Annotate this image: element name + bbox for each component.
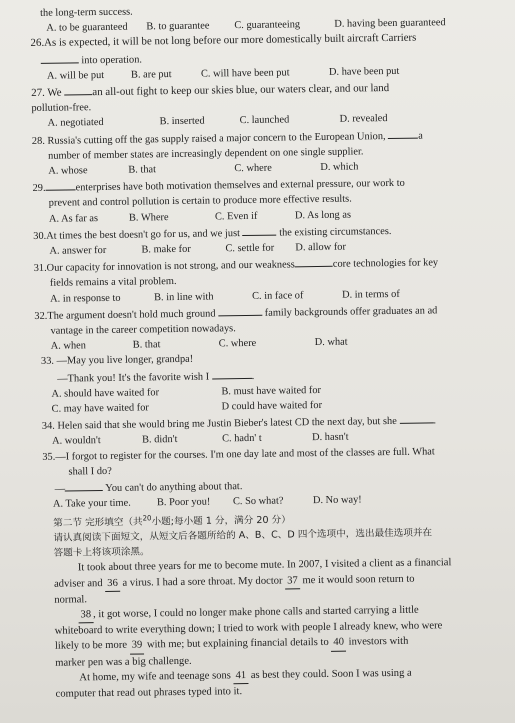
blank-37[interactable]: 37 <box>285 573 300 589</box>
passage-line: At home, my wife and teenage sons 41 as best they could. Soon I was using a <box>79 667 412 684</box>
blank-39[interactable]: 39 <box>130 638 145 654</box>
question-28-stem: 28. Russia's cutting off the gas supply raised a major concern to the European Union, a <box>32 125 502 149</box>
passage-line: It took about three years for me to become mute. In 2007, I visited a client as a financial <box>77 557 452 574</box>
question-31-stem-2: fields remains a vital problem. <box>49 276 177 290</box>
option-d[interactable]: D. allow for <box>295 241 346 254</box>
option-d[interactable]: D. in terms of <box>341 288 400 301</box>
blank-40[interactable]: 40 <box>331 635 346 651</box>
option-a[interactable]: A. answer for <box>49 245 107 257</box>
option-b[interactable]: B. are put <box>130 68 172 81</box>
option-c[interactable]: C. So what? <box>232 495 284 508</box>
blank-38[interactable]: 38 <box>78 607 93 623</box>
option-a[interactable]: A. to be guaranteed <box>46 21 128 34</box>
option-c[interactable]: C. in face of <box>251 289 304 302</box>
question-31-stem: 31.Our capacity for innovation is not strong, and our weakness core technologies for key <box>34 253 504 277</box>
question-32-stem-2: vantage in the career competition nowadays. <box>50 323 236 337</box>
option-b[interactable]: B. inserted <box>159 115 205 128</box>
option-c[interactable]: C. Even if <box>214 210 258 223</box>
option-a[interactable]: A. whose <box>48 165 88 177</box>
option-c[interactable]: C. guaranteeing <box>234 19 301 32</box>
section-title: 第二节 完形填空（共$^{20}$小题;每小题 1 分，满分 20 分） <box>53 513 291 529</box>
option-c[interactable]: C. launched <box>239 114 290 127</box>
question-35-stem: 35.—I forgot to register for the courses. I'm one day late and most of the classes are full. What <box>42 446 435 463</box>
option-d[interactable]: D. No way! <box>312 494 362 507</box>
option-b[interactable]: B. to guarantee <box>146 20 210 33</box>
blank-41[interactable]: 41 <box>233 668 248 684</box>
option-b[interactable]: B. that <box>128 164 157 176</box>
option-d[interactable]: D could have waited for <box>221 400 323 413</box>
option-c[interactable]: C. hadn' t <box>221 433 262 445</box>
passage-line: likely to be more 39 with me; but explaining financial details to 40 investors with <box>39 633 509 656</box>
option-b[interactable]: B. make for <box>141 243 191 256</box>
option-c[interactable]: C. may have waited for <box>51 402 149 415</box>
option-b[interactable]: B. Where <box>128 211 169 224</box>
passage-line: adviser and 36 a virus. I had a sore throat. My doctor 37 me it would soon return to <box>38 570 508 593</box>
question-25-tail: the long-term success. <box>40 6 133 19</box>
question-28-stem-2: number of member states are increasingly dependent on one single supplier. <box>48 146 364 162</box>
question-30-stem: 30.At times the best doesn't go for us, and we just the existing circumstances. <box>33 220 503 244</box>
question-27-stem: 27. We an all-out fight to keep our skies blue, our waters clear, and our land <box>31 82 390 100</box>
section-instructions-2: 答题卡上将该项涂黑。 <box>53 546 150 559</box>
option-b[interactable]: B. in line with <box>154 291 214 303</box>
option-a[interactable]: A. will be put <box>46 69 105 82</box>
option-d[interactable]: D. what <box>314 336 348 349</box>
option-d[interactable]: D. revealed <box>339 113 388 126</box>
question-33-stem: 33. —May you live longer, grandpa! <box>40 354 194 368</box>
option-a[interactable]: A. negotiated <box>47 117 104 130</box>
option-d[interactable]: D. which <box>320 161 359 173</box>
passage-line: whiteboard to write everything down; I tried to work with people I already knew, who were <box>54 620 443 637</box>
option-b[interactable]: B. Poor you! <box>156 496 211 509</box>
question-34-stem: 34. Helen said that she would bring me Justin Bieber's latest CD the next day, but she . <box>36 411 506 435</box>
option-d[interactable]: D. hasn't <box>311 432 349 444</box>
passage-line: normal. <box>54 593 88 606</box>
option-a[interactable]: A. when <box>50 340 87 353</box>
option-c[interactable]: C. where <box>218 338 257 350</box>
option-a[interactable]: A. should have waited for <box>51 387 160 400</box>
option-b[interactable]: B. didn't <box>142 434 178 446</box>
option-a[interactable]: A. As far as <box>48 212 99 225</box>
exam-sheet <box>30 0 510 702</box>
question-26-stem-2: into operation. <box>31 45 501 69</box>
option-a[interactable]: A. wouldn't <box>52 435 101 448</box>
option-c[interactable]: C. will have been put <box>200 67 290 80</box>
option-a[interactable]: A. in response to <box>50 292 121 305</box>
question-35-reply: — You can't do anything about that. <box>37 473 507 497</box>
blank-36[interactable]: 36 <box>105 575 120 591</box>
option-a[interactable]: A. Take your time. <box>52 497 131 511</box>
question-32-stem: 32.The argument doesn't hold much ground family backgrounds offer graduates an ad <box>34 305 438 322</box>
question-29-stem-2: prevent and control pollution is certain to produce more effective results. <box>48 193 352 210</box>
option-c[interactable]: C. where <box>234 162 272 175</box>
passage-line: 38 , it got worse, I could no longer make phone calls and started carrying a little <box>38 601 508 624</box>
question-33-reply: —Thank you! It's the favorite wish I . <box>35 363 505 387</box>
option-c[interactable]: C. settle for <box>225 242 275 255</box>
option-d[interactable]: D. having been guaranteed <box>334 17 446 30</box>
option-b[interactable]: B. must have waited for <box>221 384 322 398</box>
section-instructions: 请认真阅读下面短文，从短文后各题所给的 A、B、C、D 四个选项中，选出最佳选项并在 <box>53 527 433 544</box>
option-d[interactable]: D. As long as <box>294 209 352 221</box>
passage-line: marker pen was a big challenge. <box>55 655 192 669</box>
passage-line: computer that read out phrases typed into it. <box>55 686 243 700</box>
option-d[interactable]: D. have been put <box>328 65 400 78</box>
question-35-stem-2: shall I do? <box>68 465 112 478</box>
option-b[interactable]: B. that <box>132 339 161 351</box>
question-27-stem-2: pollution-free. <box>31 102 92 115</box>
question-26-stem: 26.As is expected, it will be not long before our more domestically built aircraft Carriers <box>30 32 417 50</box>
question-29-stem: 29. enterprises have both motivation themselves and external pressure, our work to <box>32 178 405 195</box>
